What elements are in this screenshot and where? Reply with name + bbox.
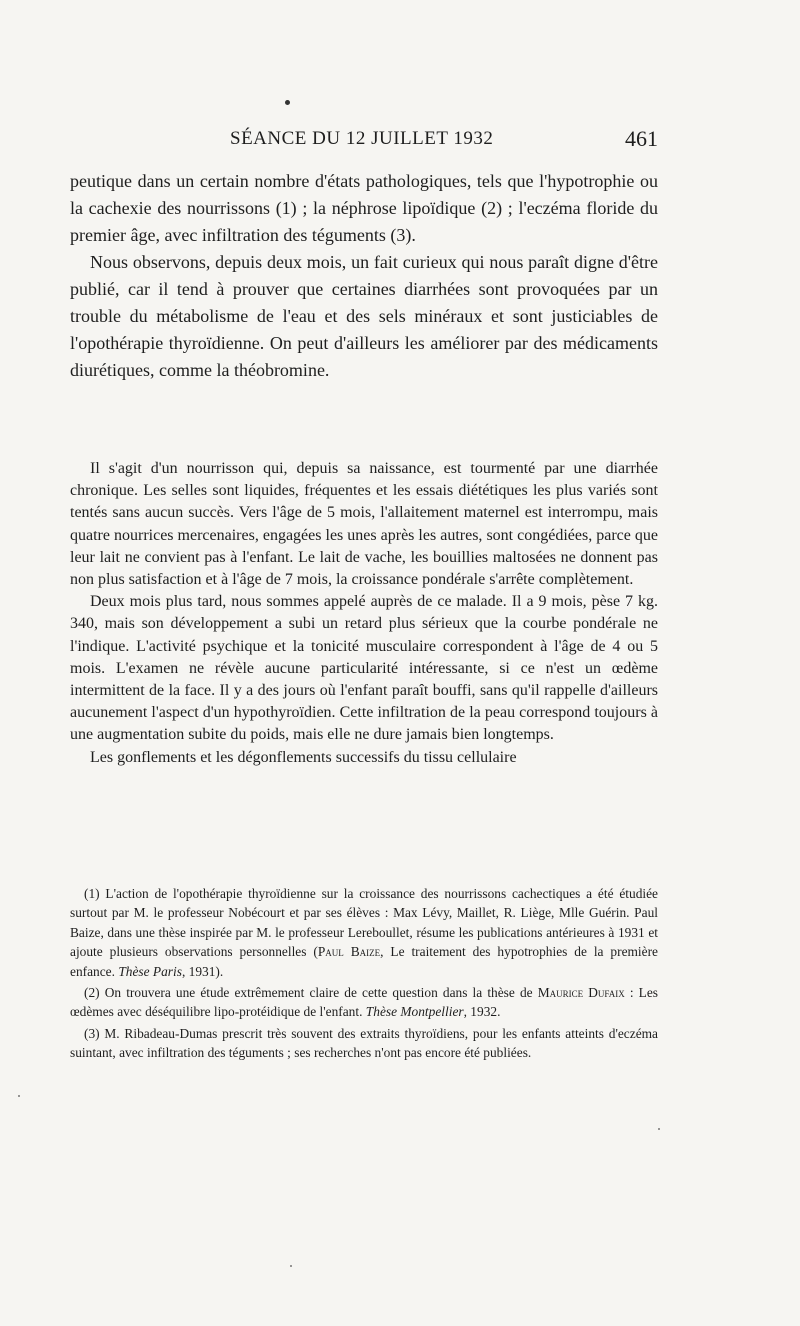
footnote-2-source: Thèse Montpellier <box>365 1004 464 1020</box>
paragraph-case-history: Il s'agit d'un nourrisson qui, depuis sa naissance, est tourmenté par une diarrhée chronique. Les selles sont liquides, fréquentes et les essais diététiques les plus variés sont tentés sans aucun succès. Vers l'âge de 5 mois, l'allaitement maternel est interrompu, mais quatre nourrices mercenaires, engagées les unes après les autres, sont congédiées, parce que leur lait ne convient pas à l'enfant. Le lait de vache, les bouillies maltosées ne donnent pas non plus satisfaction et à l'âge de 7 mois, la croissance pondérale s'arrête complètement. <box>70 460 658 589</box>
print-speck <box>285 100 290 105</box>
print-speck <box>658 1128 660 1130</box>
footnote-2 <box>70 983 658 1022</box>
footnote-1-end: , 1931). <box>181 963 224 979</box>
footnote-1-author: Paul Baize <box>317 944 381 960</box>
paragraph-observation: Nous observons, depuis deux mois, un fait curieux qui nous paraît digne d'être publié, car il tend à prouver que certaines diarrhées sont provoquées par un trouble du métabolisme de l'eau et des sels minéraux et sont justiciables de l'opothérapie thyroïdienne. On peut d'ailleurs les améliorer par des médicaments diurétiques, comme la théobromine. <box>70 252 658 380</box>
footnote-2-mid: : Les œdèmes avec déséquilibre lipo-protéidique de l'enfant. <box>70 985 659 1020</box>
footnote-2-end: , 1932. <box>463 1004 501 1020</box>
paragraph-continuation: peutique dans un certain nombre d'états pathologiques, tels que l'hypotrophie ou la cachexie des nourrissons (1) ; la néphrose lipoïdique (2) ; l'eczéma floride du premier âge, avec infiltration des téguments (3). <box>70 171 658 245</box>
footnote-1 <box>70 884 658 981</box>
paragraph-examination: Deux mois plus tard, nous sommes appelé auprès de ce malade. Il a 9 mois, pèse 7 kg. 340, mais son développement a subi un retard plus sérieux que la courbe pondérale ne l'indique. L'activité psychique et la tonicité musculaire correspondent à l'âge de 4 ou 5 mois. L'examen ne révèle aucune particularité intéressante, si ce n'est un œdème intermittent de la face. Il y a des jours où l'enfant paraît bouffi, sans qu'il rappelle d'ailleurs aucunement l'aspect d'un hypothyroïdien. Cette infiltration de la peau correspond toujours à une augmentation subite du poids, mais elle ne dure jamais bien longtemps. <box>70 593 658 744</box>
footnote-2-author: Maurice Dufaix <box>537 985 625 1001</box>
footnote-1-source: Thèse Paris <box>118 963 182 979</box>
paragraph-swelling: Les gonflements et les dégonflements successifs du tissu cellulaire <box>90 748 517 766</box>
footnotes <box>70 884 658 1065</box>
page-number: 461 <box>625 126 658 151</box>
print-speck <box>18 1095 20 1097</box>
main-text-large <box>70 168 658 384</box>
running-title: SÉANCE DU 12 JUILLET 1932 <box>230 128 494 149</box>
footnote-3: (3) M. Ribadeau-Dumas prescrit très souvent des extraits thyroïdiens, pour les enfants atteints d'eczéma suintant, avec infiltration des téguments ; ses recherches n'ont pas encore été publiées. <box>70 1025 658 1061</box>
footnote-1-mid: , Le traitement des hypotrophies de la première enfance. <box>70 944 658 979</box>
page-header <box>70 128 658 158</box>
footnote-2-text: (2) On trouvera une étude extrêmement claire de cette question dans la thèse de <box>84 985 538 1001</box>
case-report-text <box>70 458 658 769</box>
print-speck <box>290 1265 292 1267</box>
footnote-1-text: (1) L'action de l'opothérapie thyroïdienne sur la croissance des nourrissons cachectiques a été étudiée surtout par M. le professeur Nobécourt et par ses élèves : Max Lévy, Maillet, R. Liège, Mlle Guérin. Paul Baize, dans une thèse inspirée par M. le professeur Lereboullet, résume les publications antérieures à 1931 et ajoute plusieurs observations personnelles ( <box>70 886 658 960</box>
